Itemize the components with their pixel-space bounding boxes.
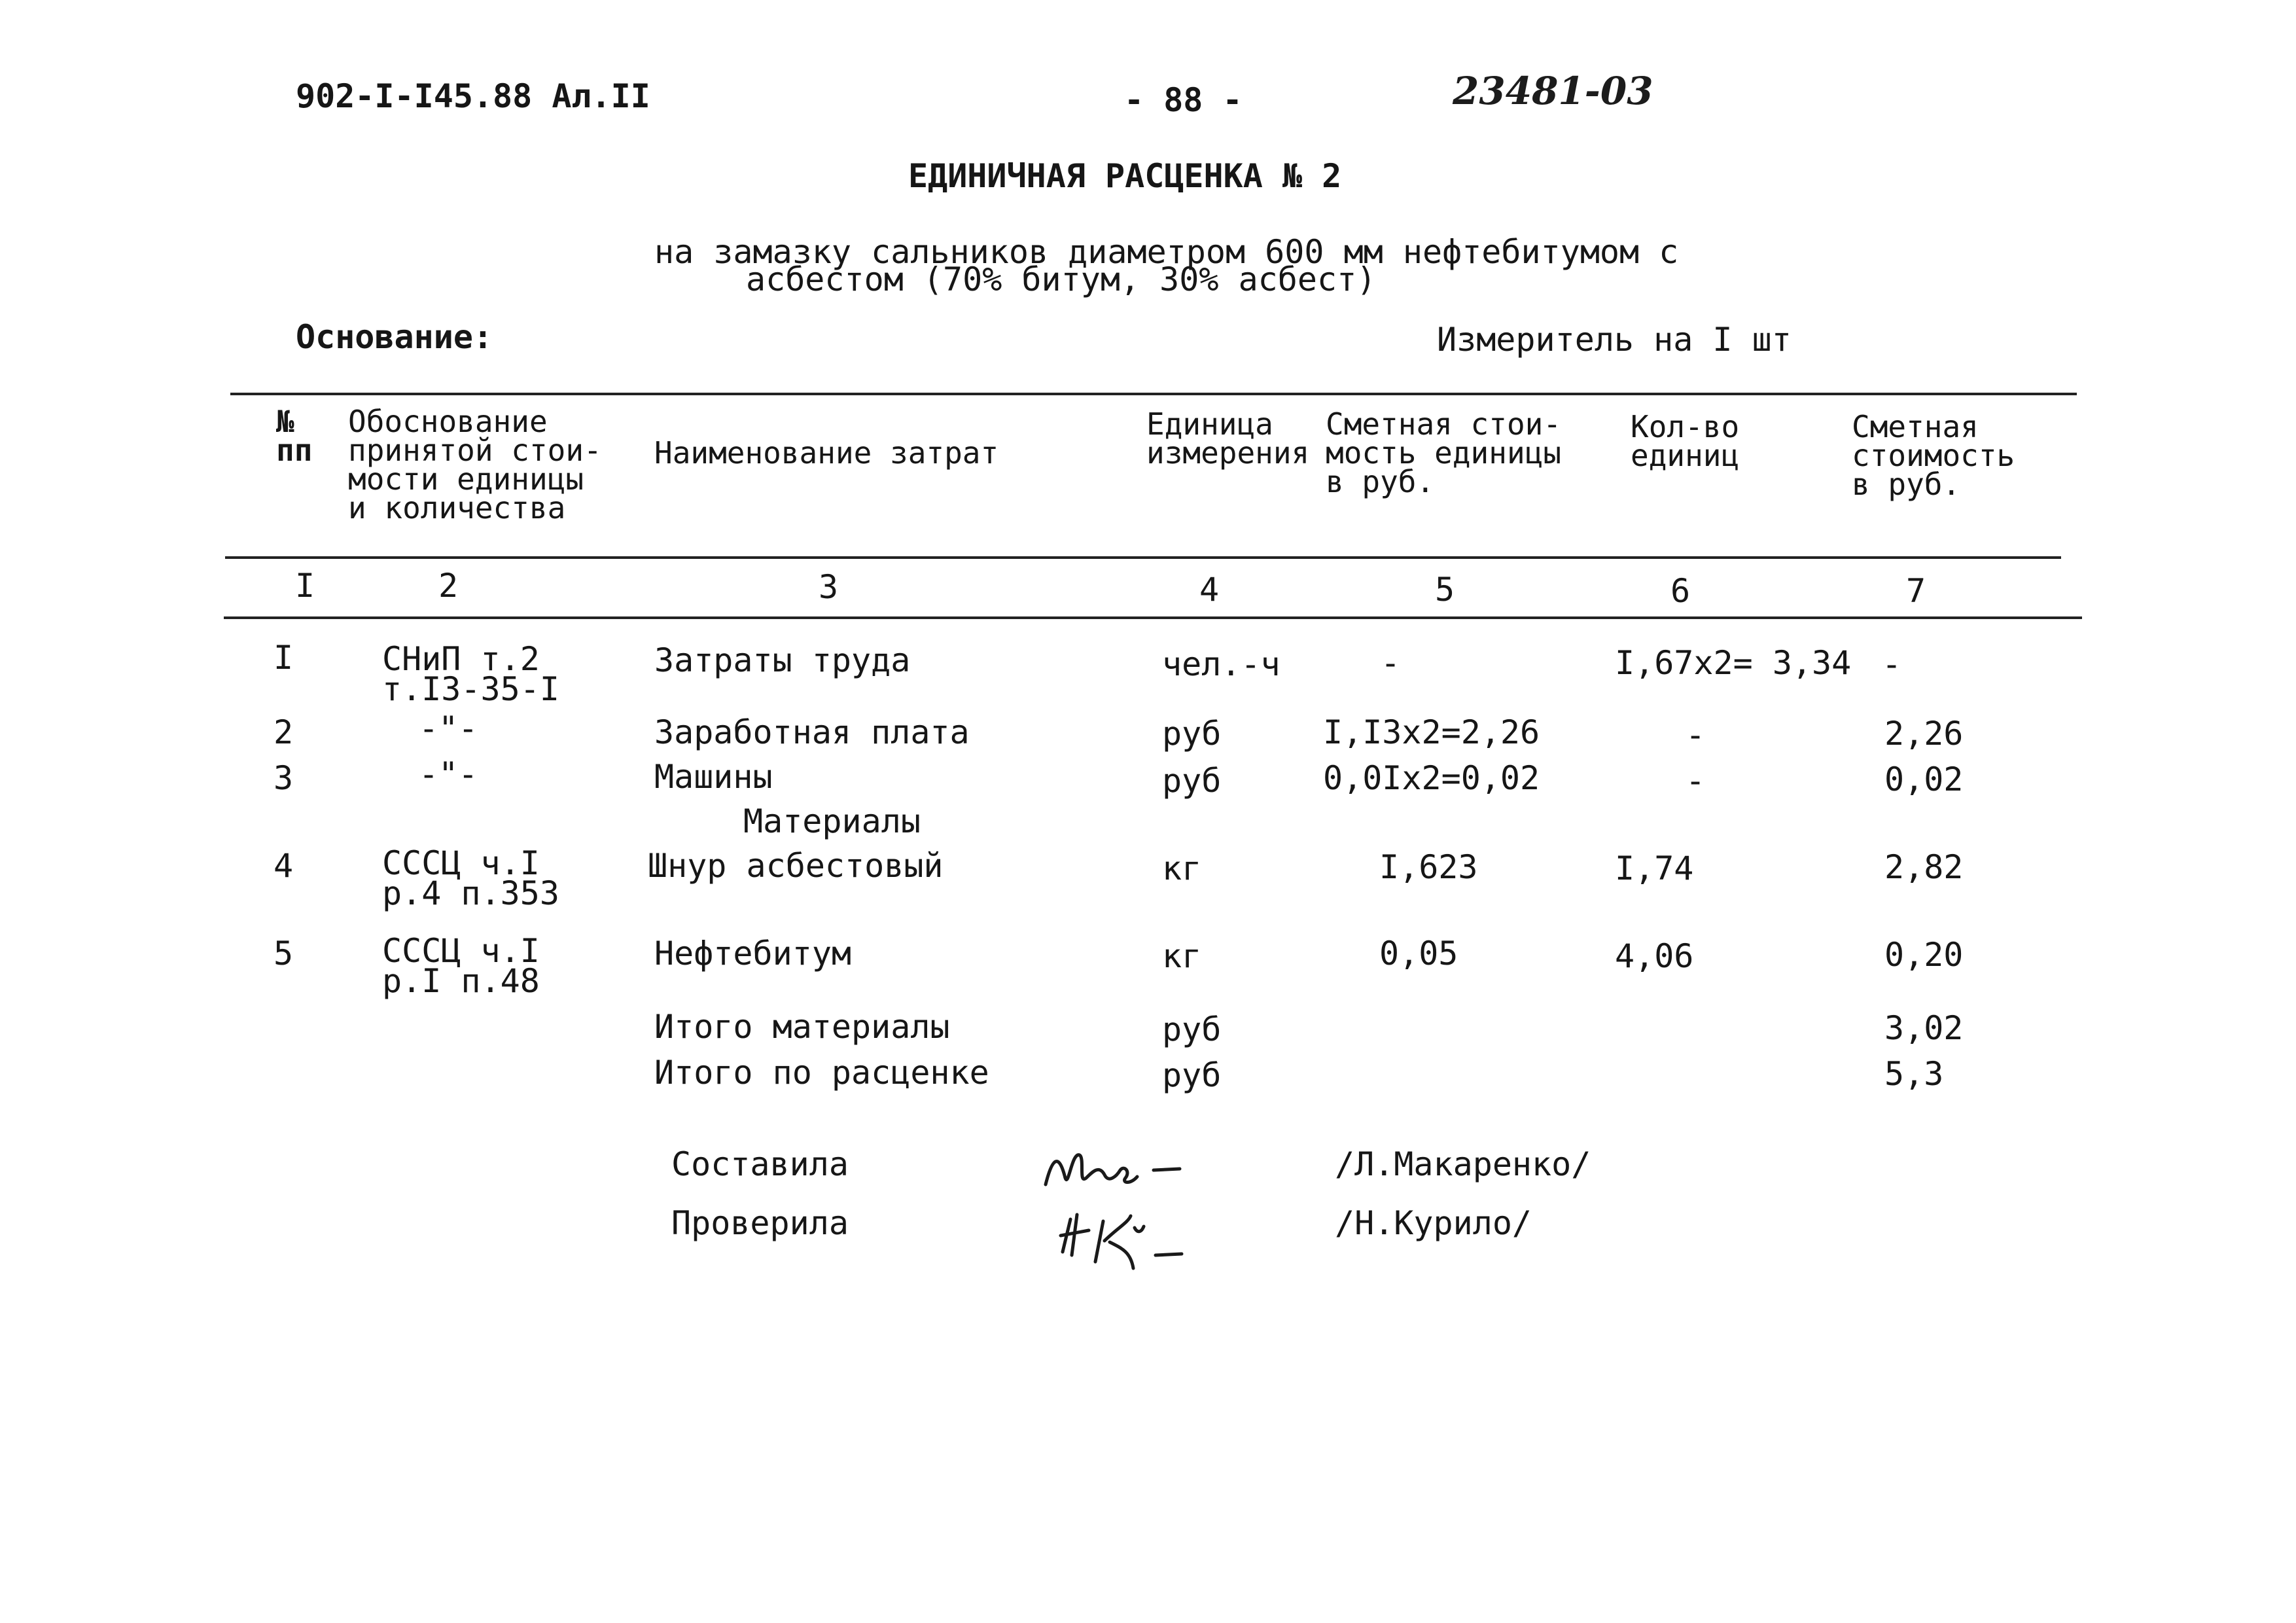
row-unit-price: - [1381, 644, 1401, 682]
row-unit-price: 0,0Ix2=0,02 [1323, 759, 1540, 797]
row-number: 4 [274, 847, 294, 885]
row-quantity: 4,06 [1615, 937, 1694, 975]
checked-by-name: /Н.Курило/ [1335, 1204, 1532, 1242]
total-rate-label: Итого по расценке [654, 1054, 989, 1092]
doc-code: 902-I-I45.88 Ал.II [296, 77, 650, 115]
col-header-quantity: Кол-во единиц [1631, 409, 1740, 473]
row-total: 0,02 [1884, 760, 1964, 798]
row-name: Машины [654, 758, 773, 796]
section-label-materials: Материалы [743, 802, 921, 840]
row-quantity: - [1686, 762, 1706, 800]
row-unit-price: I,623 [1379, 848, 1478, 886]
page-title: ЕДИНИЧНАЯ РАСЦЕНКА № 2 [908, 157, 1342, 195]
row-name: Шнур асбестовый [648, 847, 944, 885]
col-header-unit-price: Сметная стои- мость единицы в руб. [1326, 406, 1562, 499]
compiled-by-name: /Л.Макаренко/ [1335, 1145, 1591, 1183]
compiled-by-signature [1039, 1139, 1196, 1198]
row-number: 3 [274, 759, 294, 797]
page-number: - 88 - [1124, 81, 1243, 119]
col-header-unit: Единица измерения [1146, 406, 1310, 471]
row-unit: кг [1162, 849, 1202, 887]
measure-label: Измеритель на I шт [1437, 321, 1792, 359]
col-header-total: Сметная стоимость в руб. [1852, 409, 2015, 502]
row-name: Заработная плата [654, 713, 970, 751]
checked-by-signature [1057, 1190, 1221, 1275]
table-top-rule [230, 393, 2077, 395]
row-number: 2 [274, 713, 294, 751]
row-quantity: I,67x2= 3,34 [1615, 644, 1852, 682]
row-name: Затраты труда [654, 641, 911, 679]
row-quantity: - [1686, 716, 1706, 754]
row-unit: руб [1162, 762, 1222, 800]
row-basis: -"- [419, 709, 478, 747]
total-rate-value: 5,3 [1884, 1055, 1944, 1093]
col-number: 3 [818, 568, 839, 606]
row-unit: кг [1162, 937, 1202, 975]
row-name: Нефтебитум [654, 935, 852, 972]
checked-by-label: Проверила [671, 1204, 849, 1242]
col-header-number: № пп [276, 404, 313, 468]
total-materials-value: 3,02 [1884, 1009, 1964, 1047]
row-quantity: I,74 [1615, 849, 1694, 887]
table-number-rule [224, 616, 2082, 619]
total-rate-unit: руб [1162, 1056, 1222, 1094]
subtitle-line-2: асбестом (70% битум, 30% асбест) [746, 260, 1377, 298]
table-header-rule [225, 556, 2061, 559]
row-unit: чел.-ч [1162, 645, 1280, 683]
col-number: 4 [1199, 571, 1220, 609]
row-total: - [1882, 645, 1902, 683]
row-basis: СНиП т.2 т.I3-35-I [382, 640, 559, 708]
col-header-name: Наименование затрат [654, 435, 999, 471]
basis-label: Основание: [296, 318, 493, 356]
col-number: 5 [1434, 571, 1455, 609]
row-total: 0,20 [1884, 936, 1964, 974]
col-number: 7 [1905, 572, 1926, 610]
row-basis: -"- [419, 755, 478, 793]
compiled-by-label: Составила [671, 1145, 849, 1183]
col-number: 6 [1670, 572, 1691, 610]
col-header-basis: Обоснование принятой стои- мости единицы и количества [348, 404, 602, 526]
row-number: I [274, 639, 294, 677]
handwritten-number: 23481-03 [1453, 69, 1653, 113]
row-basis: СССЦ ч.I р.4 п.353 [382, 844, 559, 912]
total-materials-unit: руб [1162, 1010, 1222, 1048]
col-number: I [294, 567, 315, 605]
row-unit: руб [1162, 715, 1222, 753]
row-total: 2,26 [1884, 715, 1964, 753]
row-unit-price: I,I3x2=2,26 [1323, 713, 1540, 751]
row-unit-price: 0,05 [1379, 935, 1458, 972]
total-materials-label: Итого материалы [654, 1008, 950, 1046]
row-basis: СССЦ ч.I р.I п.48 [382, 932, 540, 1000]
subtitle-line-1: на замазку сальников диаметром 600 мм нефтебитумом с [654, 233, 1679, 271]
row-number: 5 [274, 935, 294, 972]
row-total: 2,82 [1884, 848, 1964, 886]
col-number: 2 [438, 567, 459, 605]
